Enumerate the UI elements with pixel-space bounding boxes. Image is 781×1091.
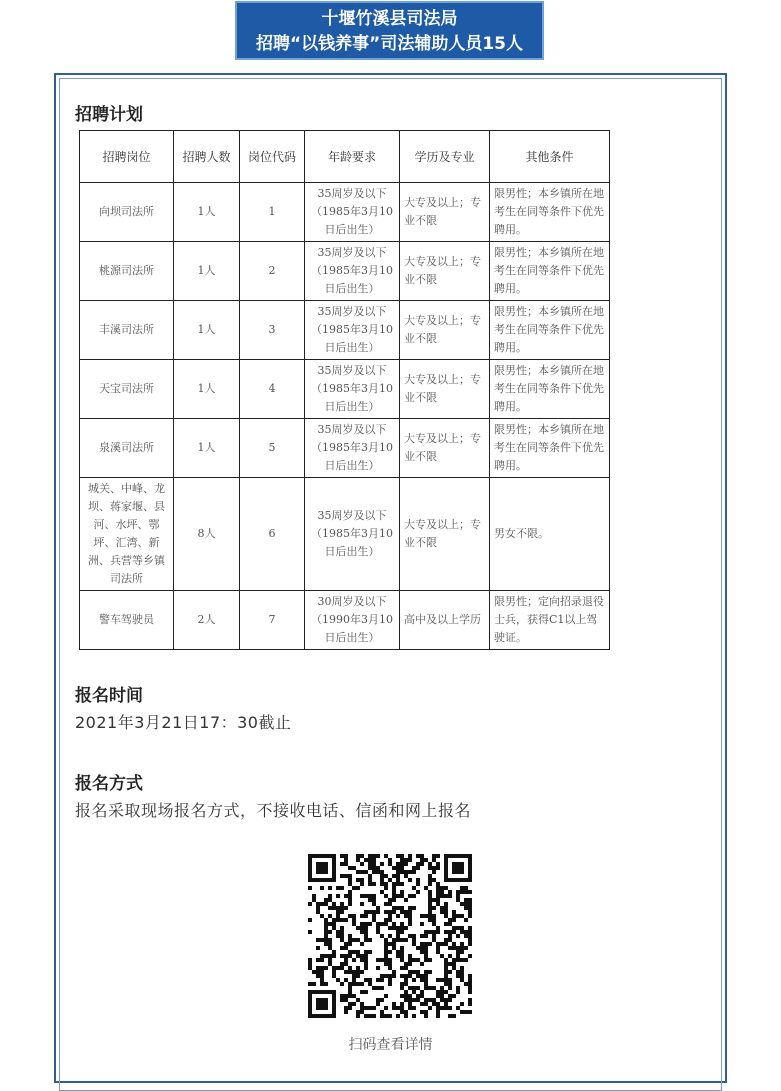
cell-position: 丰溪司法所: [80, 301, 174, 360]
registration-time-text: 2021年3月21日17：30截止: [75, 713, 292, 732]
cell-position: 泉溪司法所: [80, 419, 174, 478]
table-row: [80, 183, 610, 242]
cell-age: 35周岁及以下（1985年3月10日后出生）: [305, 301, 400, 360]
plan-heading: 招聘计划: [75, 105, 143, 125]
header-education: 学历及专业: [400, 131, 490, 183]
header-code: 岗位代码: [240, 131, 305, 183]
cell-position: 天宝司法所: [80, 360, 174, 419]
table-row: [80, 591, 610, 650]
cell-education: 大专及以上；专业不限: [400, 301, 490, 360]
cell-code: 3: [240, 301, 305, 360]
registration-method-text: 报名采取现场报名方式，不接收电话、信函和网上报名: [75, 801, 472, 820]
table-row: [80, 242, 610, 301]
cell-education: 大专及以上；专业不限: [400, 419, 490, 478]
banner-line-2: 招聘“以钱养事”司法辅助人员15人: [255, 34, 523, 54]
cell-age: 30周岁及以下（1990年3月10日后出生）: [305, 591, 400, 650]
cell-code: 5: [240, 419, 305, 478]
cell-education: 大专及以上；专业不限: [400, 478, 490, 591]
cell-age: 35周岁及以下（1985年3月10日后出生）: [305, 478, 400, 591]
cell-count: 1人: [174, 301, 240, 360]
cell-count: 8人: [174, 478, 240, 591]
header-other: 其他条件: [490, 131, 610, 183]
cell-other: 限男性；本乡镇所在地考生在同等条件下优先聘用。: [490, 242, 610, 301]
qr-code-image[interactable]: [308, 854, 472, 1018]
cell-position: 向坝司法所: [80, 183, 174, 242]
qr-caption: 扫码查看详情: [348, 1037, 433, 1053]
cell-code: 6: [240, 478, 305, 591]
cell-position: 城关、中峰、龙坝、蒋家堰、县河、水坪、鄂坪、汇湾、新洲、兵营等乡镇司法所: [80, 478, 174, 591]
cell-code: 7: [240, 591, 305, 650]
cell-code: 2: [240, 242, 305, 301]
registration-method-heading: 报名方式: [75, 774, 143, 794]
cell-education: 大专及以上；专业不限: [400, 360, 490, 419]
cell-other: 限男性；本乡镇所在地考生在同等条件下优先聘用。: [490, 360, 610, 419]
title-banner: [235, 1, 544, 60]
registration-time-heading: 报名时间: [75, 686, 143, 706]
cell-other: 限男性；本乡镇所在地考生在同等条件下优先聘用。: [490, 183, 610, 242]
cell-other: 限男性；定向招录退役士兵，获得C1以上驾驶证。: [490, 591, 610, 650]
cell-age: 35周岁及以下（1985年3月10日后出生）: [305, 419, 400, 478]
recruitment-table: [79, 130, 610, 650]
cell-code: 1: [240, 183, 305, 242]
cell-education: 大专及以上；专业不限: [400, 242, 490, 301]
cell-count: 1人: [174, 419, 240, 478]
table-header-row: [80, 131, 610, 183]
table-row: [80, 419, 610, 478]
table-row: [80, 478, 610, 591]
cell-count: 1人: [174, 242, 240, 301]
cell-education: 高中及以上学历: [400, 591, 490, 650]
table-row: [80, 360, 610, 419]
table-row: [80, 301, 610, 360]
header-age: 年龄要求: [305, 131, 400, 183]
cell-position: 桃源司法所: [80, 242, 174, 301]
cell-position: 警车驾驶员: [80, 591, 174, 650]
cell-count: 2人: [174, 591, 240, 650]
cell-age: 35周岁及以下（1985年3月10日后出生）: [305, 360, 400, 419]
header-count: 招聘人数: [174, 131, 240, 183]
cell-education: 大专及以上；专业不限: [400, 183, 490, 242]
cell-other: 男女不限。: [490, 478, 610, 591]
header-position: 招聘岗位: [80, 131, 174, 183]
cell-other: 限男性；本乡镇所在地考生在同等条件下优先聘用。: [490, 419, 610, 478]
banner-line-1: 十堰竹溪县司法局: [321, 9, 458, 29]
cell-age: 35周岁及以下（1985年3月10日后出生）: [305, 242, 400, 301]
cell-code: 4: [240, 360, 305, 419]
cell-other: 限男性；本乡镇所在地考生在同等条件下优先聘用。: [490, 301, 610, 360]
cell-count: 1人: [174, 360, 240, 419]
cell-age: 35周岁及以下（1985年3月10日后出生）: [305, 183, 400, 242]
cell-count: 1人: [174, 183, 240, 242]
